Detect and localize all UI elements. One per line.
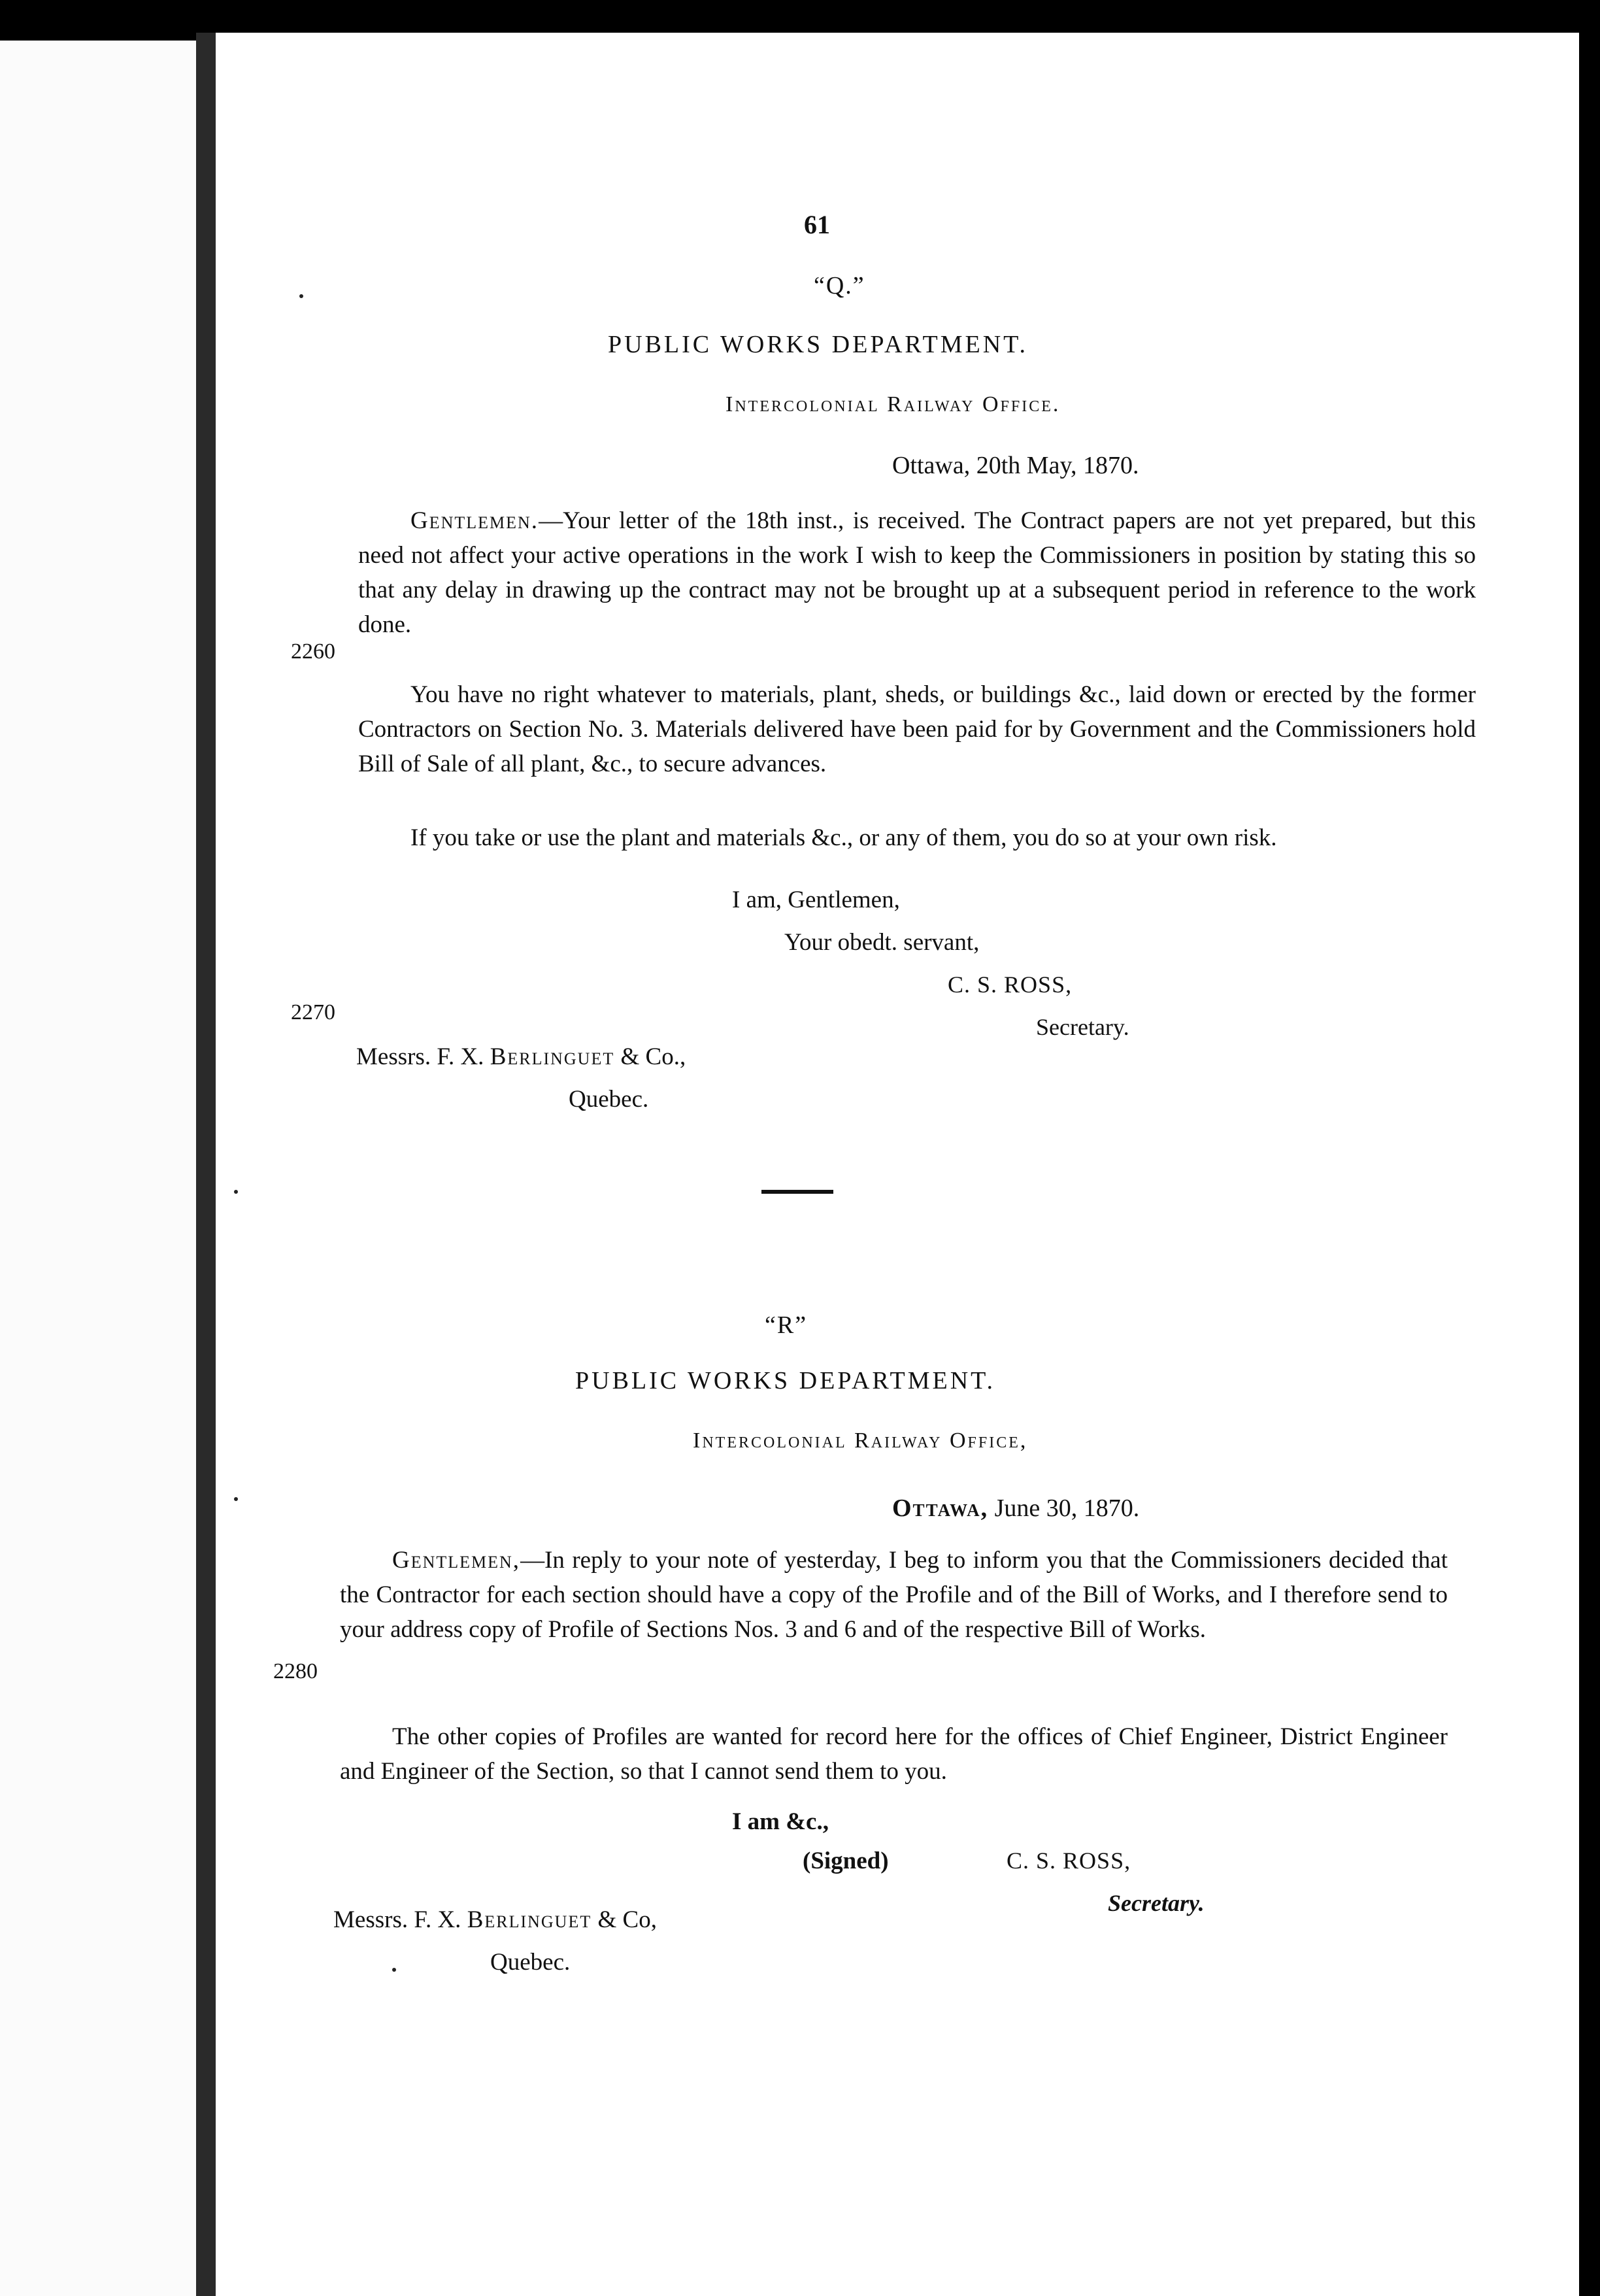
letter-r-signed: (Signed)	[803, 1848, 889, 1874]
scan-speck	[234, 1190, 238, 1194]
letter-q-title: Secretary.	[1036, 1014, 1129, 1040]
section-divider	[761, 1190, 833, 1194]
letter-q-addressee-city: Quebec.	[569, 1086, 649, 1113]
letter-r-paragraph-2: The other copies of Profiles are wanted for record here for the offices of Chief Engineer, District Engineer and Engineer of the Section, so that I cannot send them to you.	[340, 1723, 1448, 1785]
letter-r-title: Secretary.	[1108, 1890, 1205, 1916]
letter-r-label: “R”	[765, 1311, 808, 1339]
letter-q-paragraph-2: You have no right whatever to materials, plant, sheds, or buildings &c., laid down or erected by the former Contractors on Section No. 3. Materials delivered have been paid for by Government and the Commissioners hold Bill of Sale of all plant, &c., to secure advances.	[358, 681, 1476, 777]
letter-q-paragraph-1: Gentlemen.—Your letter of the 18th inst., is received. The Contract papers are not yet prepared, but this need not affect your active operations in the work I wish to keep the Commissioners in position by stating this so that any delay in drawing up the contract may not be brought up at a subsequent period in reference to the work done.	[358, 507, 1476, 638]
letter-q-addressee: Messrs. F. X. Berlinguet & Co.,	[356, 1043, 686, 1070]
margin-number: 2260	[291, 639, 335, 664]
letter-r-date: Ottawa, June 30, 1870.	[892, 1494, 1140, 1522]
scan-speck	[392, 1968, 396, 1972]
letter-q-office: Intercolonial Railway Office.	[725, 392, 1061, 416]
letter-q-date: Ottawa, 20th May, 1870.	[892, 452, 1139, 479]
scan-border	[1579, 0, 1600, 2296]
letter-r-paragraph-1: Gentlemen,—In reply to your note of yesterday, I beg to inform you that the Commissioners decided that the Contractor for each section should have a copy of the Profile and of the Bill of Works, and I therefore send to your address copy of Profile of Sections Nos. 3 and 6 and of the respective Bill of Works.	[340, 1547, 1448, 1643]
letter-r-salutation: Gentlemen,	[392, 1547, 521, 1574]
letter-r-office: Intercolonial Railway Office,	[693, 1428, 1028, 1453]
scan-speck	[299, 294, 303, 298]
letter-q-salutation: Gentlemen.	[410, 507, 539, 534]
letter-q-closing-2: Your obedt. servant,	[784, 929, 980, 956]
letter-r-closing: I am &c.,	[732, 1808, 829, 1835]
margin-number: 2270	[291, 1000, 335, 1024]
letter-q-label: “Q.”	[814, 272, 865, 299]
document-page	[216, 33, 1579, 2296]
facing-page	[0, 41, 196, 2296]
scan-speck	[234, 1497, 238, 1501]
letter-q-signature: C. S. ROSS,	[948, 971, 1073, 998]
letter-r-department: PUBLIC WORKS DEPARTMENT.	[575, 1367, 996, 1394]
letter-q-closing: I am, Gentlemen,	[732, 886, 900, 913]
page-number: 61	[804, 210, 830, 239]
book-gutter	[196, 33, 216, 2296]
letter-q-department: PUBLIC WORKS DEPARTMENT.	[608, 331, 1029, 358]
margin-number: 2280	[273, 1659, 318, 1683]
letter-q-paragraph-3: If you take or use the plant and materials &c., or any of them, you do so at your own risk.	[410, 824, 1277, 851]
letter-r-signature: C. S. ROSS,	[1007, 1848, 1131, 1874]
letter-r-addressee-city: Quebec.	[490, 1949, 571, 1976]
letter-r-addressee: Messrs. F. X. Berlinguet & Co,	[333, 1906, 657, 1933]
